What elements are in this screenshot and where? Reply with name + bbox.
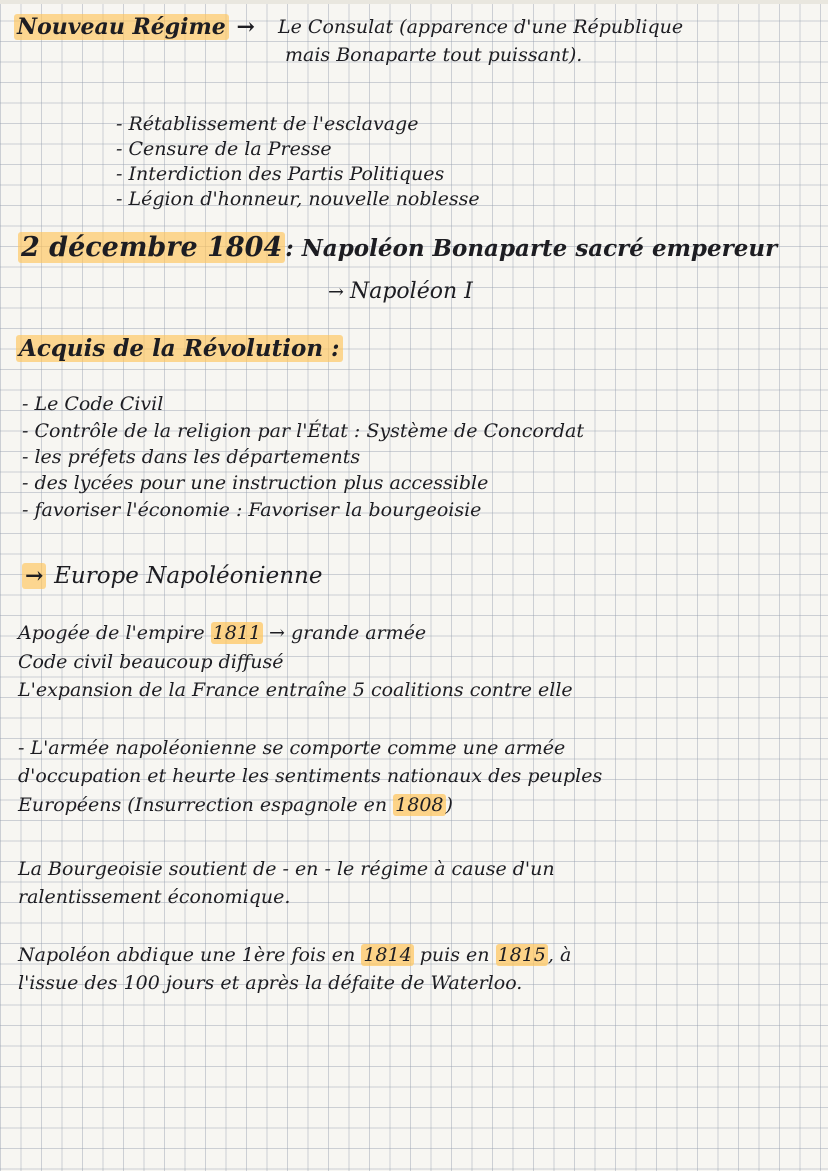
list-item: - Interdiction des Partis Politiques — [116, 163, 445, 185]
list-item: - favoriser l'économie : Favoriser la bourgeoisie — [22, 499, 482, 521]
list-item: - Contrôle de la religion par l'État : Système de Concordat — [22, 420, 585, 442]
abdique-mid: puis en — [419, 944, 490, 966]
acquis-title: Acquis de la Révolution : — [16, 335, 343, 362]
armee-text: Européens (Insurrection espagnole en — [18, 794, 388, 816]
abdique-year-1: 1814 — [363, 944, 412, 966]
bourgeoisie-line-1: La Bourgeoisie soutient de - en - le régime à cause d'un — [18, 858, 555, 880]
list-item: - Légion d'honneur, nouvelle noblesse — [116, 188, 480, 210]
nouveau-regime-heading — [14, 14, 255, 40]
armee-line-3 — [18, 794, 453, 816]
arrow-icon: → — [22, 563, 46, 589]
abdique-post: , à — [547, 944, 572, 966]
armee-line-2: d'occupation et heurte les sentiments nationaux des peuples — [18, 765, 603, 787]
napoleon-i: Napoléon I — [349, 279, 473, 304]
apogee-line — [18, 622, 426, 644]
abdique-line-2: l'issue des 100 jours et après la défaite de Waterloo. — [18, 972, 523, 994]
apogee-result: → grande armée — [269, 622, 427, 644]
acquis-heading — [16, 335, 343, 362]
europe-heading — [22, 563, 322, 589]
nouveau-regime-title: Nouveau Régime — [14, 14, 229, 40]
abdique-line-1 — [18, 944, 571, 966]
armee-line-1: - L'armée napoléonienne se comporte comme une armée — [18, 737, 566, 759]
list-item: - Censure de la Presse — [116, 138, 332, 160]
europe-title: Europe Napoléonienne — [54, 563, 323, 589]
list-item: - Le Code Civil — [22, 393, 164, 415]
napoleon-i-line — [328, 279, 473, 304]
list-item: - Rétablissement de l'esclavage — [116, 113, 419, 135]
consulat-line-2: mais Bonaparte tout puissant). — [285, 44, 583, 66]
sacre-date-line — [18, 232, 777, 263]
bourgeoisie-line-2: ralentissement économique. — [18, 886, 291, 908]
sacre-date: 2 décembre 1804 — [18, 232, 285, 263]
arrow-icon: → — [236, 14, 255, 40]
insurrection-year: 1808 — [395, 794, 444, 816]
page-top-edge — [0, 0, 828, 4]
apogee-year: 1811 — [212, 622, 261, 644]
expansion-line: L'expansion de la France entraîne 5 coalitions contre elle — [18, 679, 573, 701]
code-civil-line: Code civil beaucoup diffusé — [18, 651, 284, 673]
abdique-text: Napoléon abdique une 1ère fois en — [18, 944, 356, 966]
armee-close: ) — [445, 794, 453, 816]
consulat-line-1: Le Consulat (apparence d'une République — [278, 16, 684, 38]
sacre-event: : Napoléon Bonaparte sacré empereur — [285, 235, 778, 262]
list-item: - les préfets dans les départements — [22, 446, 361, 468]
abdique-year-2: 1815 — [497, 944, 546, 966]
list-item: - des lycées pour une instruction plus accessible — [22, 472, 489, 494]
arrow-icon: → — [328, 281, 344, 303]
apogee-text: Apogée de l'empire — [18, 622, 205, 644]
